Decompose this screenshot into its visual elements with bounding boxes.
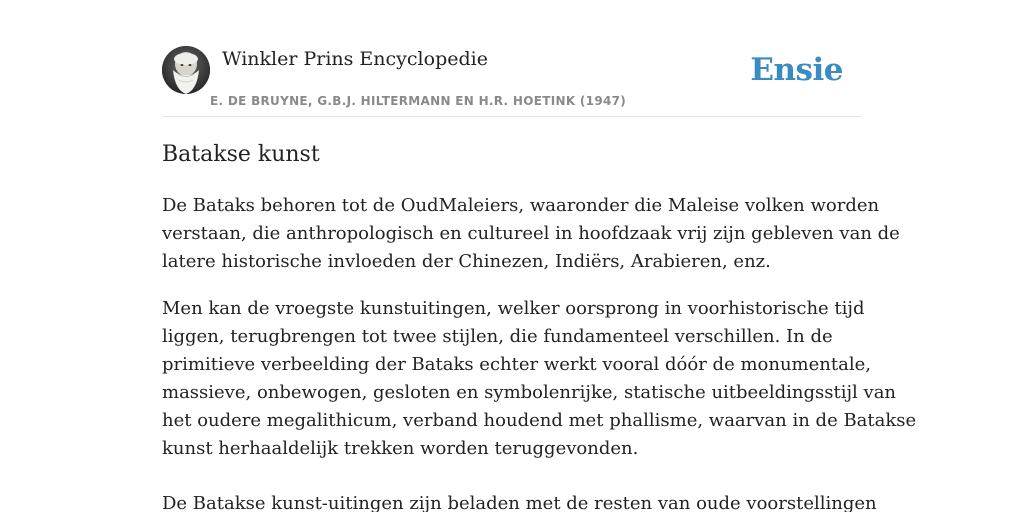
paragraph-1 bbox=[162, 192, 900, 276]
source-authors: E. DE BRUYNE, G.B.J. HILTERMANN EN H.R. HOETINK (1947) bbox=[210, 94, 627, 108]
paragraph-3 bbox=[162, 490, 877, 512]
paragraph-line: Men kan de vroegste kunstuitingen, welker oorsprong in voorhistorische tijd bbox=[162, 298, 865, 319]
bearded-man-portrait-icon bbox=[162, 46, 210, 94]
paragraph-line: verstaan, die anthropologisch en cultureel in hoofdzaak vrij zijn gebleven van de bbox=[162, 223, 900, 244]
paragraph-line: massieve, onbewogen, gesloten en symbolenrijke, statische uitbeeldingsstijl van bbox=[162, 382, 897, 403]
paragraph-line: De Batakse kunst-uitingen zijn beladen met de resten van oude voorstellingen bbox=[162, 493, 877, 512]
paragraph-line: primitieve verbeelding der Bataks echter werkt vooral dóór de monumentale, bbox=[162, 354, 871, 375]
ensie-logo[interactable]: Ensie bbox=[750, 52, 843, 88]
source-title[interactable]: Winkler Prins Encyclopedie bbox=[222, 48, 488, 70]
paragraph-line: het oudere megalithicum, verband houdend met phallisme, waarvan in de Batakse bbox=[162, 410, 917, 431]
paragraph-line: latere historische invloeden der Chinezen, Indiërs, Arabieren, enz. bbox=[162, 251, 771, 272]
article-title: Batakse kunst bbox=[162, 142, 320, 167]
paragraph-line: liggen, terugbrengen tot twee stijlen, die fundamenteel verschillen. In de bbox=[162, 326, 833, 347]
paragraph-2 bbox=[162, 295, 916, 463]
paragraph-line: De Bataks behoren tot de OudMaleiers, waaronder die Maleise volken worden bbox=[162, 195, 880, 216]
paragraph-line: kunst herhaaldelijk trekken worden teruggevonden. bbox=[162, 438, 639, 459]
avatar[interactable] bbox=[162, 46, 210, 94]
source-header bbox=[162, 44, 862, 117]
